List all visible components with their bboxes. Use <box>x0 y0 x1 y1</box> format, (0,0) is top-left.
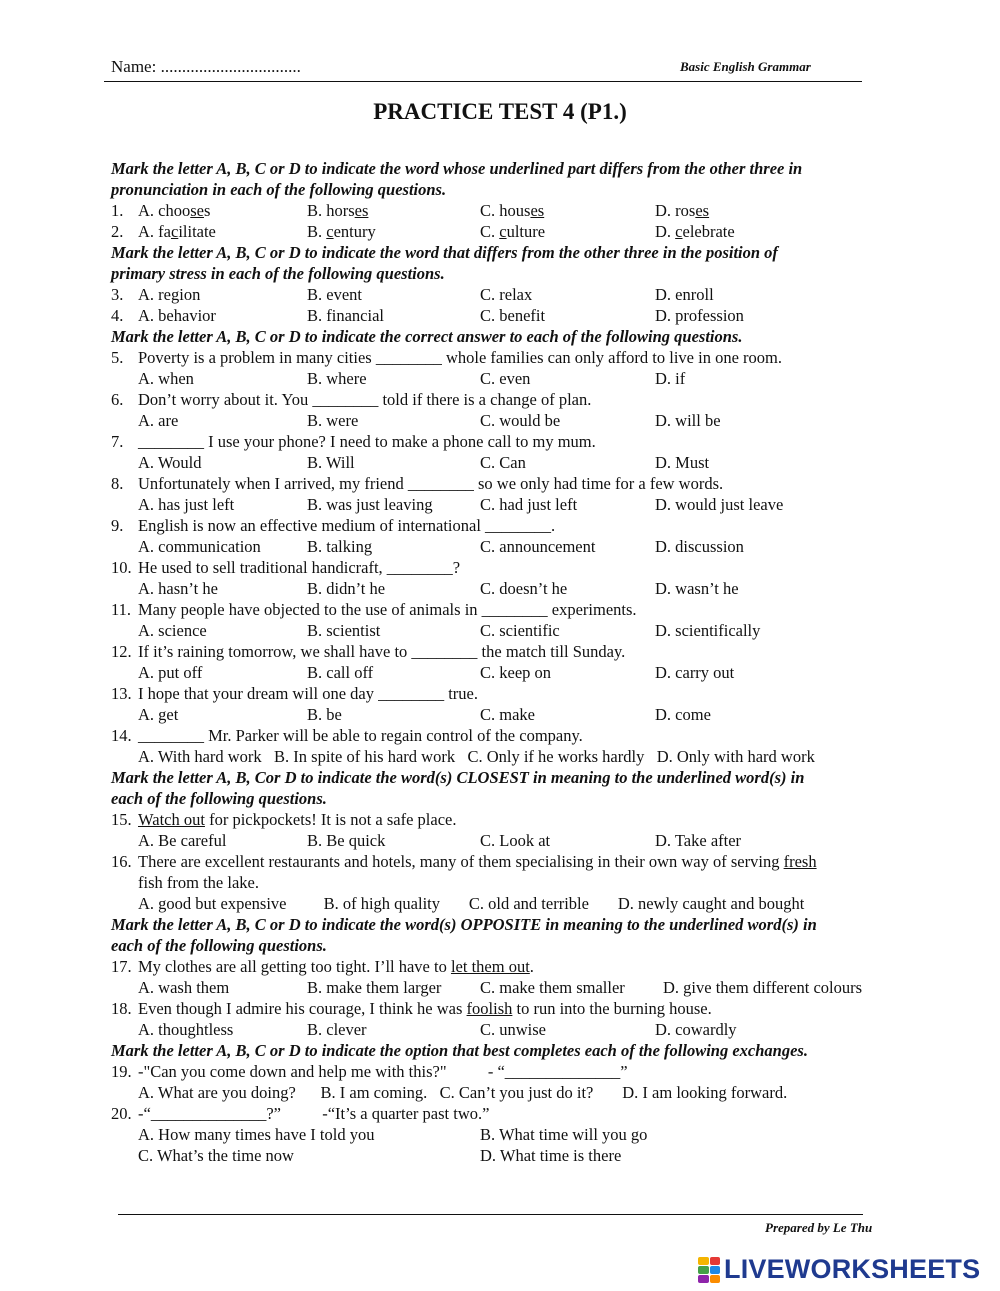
option-a[interactable]: A. hasn’t he <box>138 579 218 598</box>
liveworksheets-logo-text: LIVEWORKSHEETS <box>724 1254 981 1284</box>
question-7-options <box>111 452 911 473</box>
question-number: 20. <box>111 1104 132 1123</box>
options-inline[interactable]: A. good but expensive B. of high quality C. old and terrible D. newly caught and bought <box>138 894 805 913</box>
test-content <box>111 158 911 1166</box>
question-18-options <box>111 1019 911 1040</box>
question-19-options <box>111 1082 911 1103</box>
question-number: 7. <box>111 432 124 451</box>
question-18-stem <box>111 998 911 1019</box>
option-a[interactable]: A. wash them <box>138 978 230 997</box>
option-d[interactable]: D. wasn’t he <box>655 579 739 598</box>
option-d[interactable]: D. Take after <box>655 831 742 850</box>
question-number: 5. <box>111 348 124 367</box>
question-15-options <box>111 830 911 851</box>
question-number: 1. <box>111 201 124 220</box>
question-text: My clothes are all getting too tight. I’ll have to let them out. <box>138 957 534 976</box>
question-11-options <box>111 620 911 641</box>
option-b[interactable]: B. century <box>307 222 376 241</box>
option-d[interactable]: D. roses <box>655 201 710 220</box>
option-d[interactable]: D. come <box>655 705 711 724</box>
question-15-stem <box>111 809 911 830</box>
option-d[interactable]: D. would just leave <box>655 495 784 514</box>
question-17-options <box>111 977 911 998</box>
question-6-options <box>111 410 911 431</box>
option-c[interactable]: C. doesn’t he <box>480 579 568 598</box>
option-c[interactable]: C. even <box>480 369 531 388</box>
option-c[interactable]: C. Can <box>480 453 526 472</box>
option-b[interactable]: B. clever <box>307 1020 367 1039</box>
question-number: 6. <box>111 390 124 409</box>
option-c[interactable]: C. houses <box>480 201 545 220</box>
option-b[interactable]: B. talking <box>307 537 373 556</box>
option-c[interactable]: C. make <box>480 705 535 724</box>
instruction-closest-2: each of the following questions. <box>111 789 327 808</box>
question-17-stem <box>111 956 911 977</box>
question-13-stem <box>111 683 911 704</box>
option-a[interactable]: A. facilitate <box>138 222 216 241</box>
option-b[interactable]: B. horses <box>307 201 369 220</box>
option-a[interactable]: A. Would <box>138 453 202 472</box>
question-12-options <box>111 662 911 683</box>
question-text: -"Can you come down and help me with this?" - “______________” <box>138 1062 628 1081</box>
question-16-stem <box>111 851 911 872</box>
question-number: 4. <box>111 306 124 325</box>
name-field-label: Name: ................................. <box>111 57 301 76</box>
option-c[interactable]: C. would be <box>480 411 561 430</box>
option-b[interactable]: B. What time will you go <box>480 1125 648 1144</box>
option-a[interactable]: A. chooses <box>138 201 211 220</box>
header-divider <box>104 81 862 82</box>
options-inline[interactable]: A. What are you doing? B. I am coming. C. Can’t you just do it? D. I am looking forward. <box>138 1083 788 1102</box>
question-number: 16. <box>111 852 132 871</box>
option-a[interactable]: A. communication <box>138 537 261 556</box>
question-text: -“______________?” -“It’s a quarter past two.” <box>138 1104 490 1123</box>
instruction-exchanges: Mark the letter A, B, C or D to indicate the option that best completes each of the following exchanges. <box>111 1041 808 1060</box>
option-b[interactable]: B. Be quick <box>307 831 386 850</box>
liveworksheets-logo <box>698 1254 980 1285</box>
question-6-stem <box>111 389 911 410</box>
question-1 <box>111 200 911 221</box>
question-text: Don’t worry about it. You ________ told if there is a change of plan. <box>138 390 592 409</box>
option-c[interactable]: C. What’s the time now <box>138 1146 294 1165</box>
prepared-by-label: Prepared by Le Thu <box>765 1220 873 1235</box>
question-20-stem <box>111 1103 911 1124</box>
option-b[interactable]: B. didn’t he <box>307 579 386 598</box>
question-9-options <box>111 536 911 557</box>
instruction-stress-1: Mark the letter A, B, C or D to indicate the word that differs from the other three in the position of <box>111 243 778 262</box>
option-b[interactable]: B. where <box>307 369 367 388</box>
instruction-opposite-2: each of the following questions. <box>111 936 327 955</box>
option-d[interactable]: D. enroll <box>655 285 714 304</box>
option-b[interactable]: B. financial <box>307 306 384 325</box>
footer-divider <box>118 1214 863 1215</box>
question-text: Unfortunately when I arrived, my friend ________ so we only had time for a few words. <box>138 474 724 493</box>
option-b[interactable]: B. Will <box>307 453 355 472</box>
option-b[interactable]: B. call off <box>307 663 374 682</box>
option-d[interactable]: D. What time is there <box>480 1146 622 1165</box>
option-c[interactable]: C. keep on <box>480 663 552 682</box>
question-10-options <box>111 578 911 599</box>
question-number: 12. <box>111 642 132 661</box>
instruction-correct-answer: Mark the letter A, B, C or D to indicate the correct answer to each of the following questions. <box>111 327 743 346</box>
question-text: I hope that your dream will one day ________ true. <box>138 684 478 703</box>
option-b[interactable]: B. make them larger <box>307 978 442 997</box>
option-a[interactable]: A. Be careful <box>138 831 227 850</box>
option-d[interactable]: D. if <box>655 369 686 388</box>
option-d[interactable]: D. give them different colours <box>663 978 863 997</box>
question-number: 18. <box>111 999 132 1018</box>
instruction-pronunciation-1: Mark the letter A, B, C or D to indicate the word whose underlined part differs from the other three in <box>111 159 803 178</box>
question-8-stem <box>111 473 911 494</box>
option-a[interactable]: A. How many times have I told you <box>138 1125 375 1144</box>
option-d[interactable]: D. scientifically <box>655 621 761 640</box>
option-a[interactable]: A. region <box>138 285 201 304</box>
page-title: PRACTICE TEST 4 (P1.) <box>373 99 627 124</box>
question-text: ________ I use your phone? I need to make a phone call to my mum. <box>138 432 596 451</box>
question-2 <box>111 221 911 242</box>
question-19-stem <box>111 1061 911 1082</box>
question-text: If it’s raining tomorrow, we shall have to ________ the match till Sunday. <box>138 642 626 661</box>
option-d[interactable]: D. carry out <box>655 663 735 682</box>
question-number: 11. <box>111 600 132 619</box>
option-c[interactable]: C. make them smaller <box>480 978 625 997</box>
question-text: He used to sell traditional handicraft, ________? <box>138 558 461 577</box>
option-c[interactable]: C. unwise <box>480 1020 546 1039</box>
option-b[interactable]: B. scientist <box>307 621 381 640</box>
option-a[interactable]: A. when <box>138 369 194 388</box>
question-number: 10. <box>111 558 132 577</box>
question-number: 2. <box>111 222 124 241</box>
option-a[interactable]: A. get <box>138 705 179 724</box>
option-a[interactable]: A. put off <box>138 663 203 682</box>
question-14-stem <box>111 725 911 746</box>
question-number: 9. <box>111 516 124 535</box>
option-a[interactable]: A. science <box>138 621 207 640</box>
option-d[interactable]: D. will be <box>655 411 721 430</box>
question-text: ________ Mr. Parker will be able to regain control of the company. <box>138 726 583 745</box>
question-text: Even though I admire his courage, I think he was foolish to run into the burning house. <box>138 999 712 1018</box>
question-text: Watch out for pickpockets! It is not a safe place. <box>138 810 457 829</box>
instruction-opposite-1: Mark the letter A, B, C or D to indicate the word(s) OPPOSITE in meaning to the underlined word(s) in <box>111 915 817 934</box>
option-a[interactable]: A. are <box>138 411 179 430</box>
option-b[interactable]: B. were <box>307 411 359 430</box>
option-c[interactable]: C. announcement <box>480 537 596 556</box>
question-16-stem-line2 <box>111 872 911 893</box>
question-13-options <box>111 704 911 725</box>
option-d[interactable]: D. Must <box>655 453 710 472</box>
options-inline[interactable]: A. With hard work B. In spite of his hard work C. Only if he works hardly D. Only with hard work <box>138 747 815 766</box>
question-text: English is now an effective medium of international ________. <box>138 516 556 535</box>
option-d[interactable]: D. celebrate <box>655 222 735 241</box>
option-d[interactable]: D. profession <box>655 306 744 325</box>
question-20-options-ab <box>111 1124 911 1145</box>
question-20-options-cd <box>111 1145 911 1166</box>
option-b[interactable]: B. event <box>307 285 362 304</box>
question-9-stem <box>111 515 911 536</box>
question-5-options <box>111 368 911 389</box>
question-14-options <box>111 746 911 767</box>
question-3 <box>111 284 911 305</box>
question-7-stem <box>111 431 911 452</box>
option-c[interactable]: C. scientific <box>480 621 560 640</box>
question-number: 19. <box>111 1062 132 1081</box>
option-b[interactable]: B. was just leaving <box>307 495 433 514</box>
option-a[interactable]: A. thoughtless <box>138 1020 234 1039</box>
question-text-continued: fish from the lake. <box>138 873 259 892</box>
instruction-stress-2: primary stress in each of the following questions. <box>111 264 445 283</box>
option-b[interactable]: B. be <box>307 705 342 724</box>
option-c[interactable]: C. relax <box>480 285 533 304</box>
question-number: 3. <box>111 285 124 304</box>
option-c[interactable]: C. Look at <box>480 831 551 850</box>
option-d[interactable]: D. discussion <box>655 537 744 556</box>
question-number: 13. <box>111 684 132 703</box>
question-11-stem <box>111 599 911 620</box>
question-8-options <box>111 494 911 515</box>
question-number: 14. <box>111 726 132 745</box>
question-16-options <box>111 893 911 914</box>
question-number: 15. <box>111 810 132 829</box>
question-text: Many people have objected to the use of animals in ________ experiments. <box>138 600 637 619</box>
question-text: Poverty is a problem in many cities ________ whole families can only afford to live in one room. <box>138 348 782 367</box>
option-a[interactable]: A. has just left <box>138 495 235 514</box>
instruction-pronunciation-2: pronunciation in each of the following questions. <box>111 180 447 199</box>
question-5-stem <box>111 347 911 368</box>
brand-label: Basic English Grammar <box>680 59 811 74</box>
option-d[interactable]: D. cowardly <box>655 1020 737 1039</box>
liveworksheets-logo-icon <box>698 1257 720 1283</box>
option-c[interactable]: C. benefit <box>480 306 546 325</box>
question-text: There are excellent restaurants and hotels, many of them specialising in their own way of serving fresh <box>138 852 817 871</box>
instruction-closest-1: Mark the letter A, B, Cor D to indicate the word(s) CLOSEST in meaning to the underlined word(s) in <box>111 768 805 787</box>
option-a[interactable]: A. behavior <box>138 306 216 325</box>
option-c[interactable]: C. had just left <box>480 495 578 514</box>
question-number: 8. <box>111 474 124 493</box>
question-12-stem <box>111 641 911 662</box>
option-c[interactable]: C. culture <box>480 222 546 241</box>
question-10-stem <box>111 557 911 578</box>
question-number: 17. <box>111 957 132 976</box>
question-4 <box>111 305 911 326</box>
